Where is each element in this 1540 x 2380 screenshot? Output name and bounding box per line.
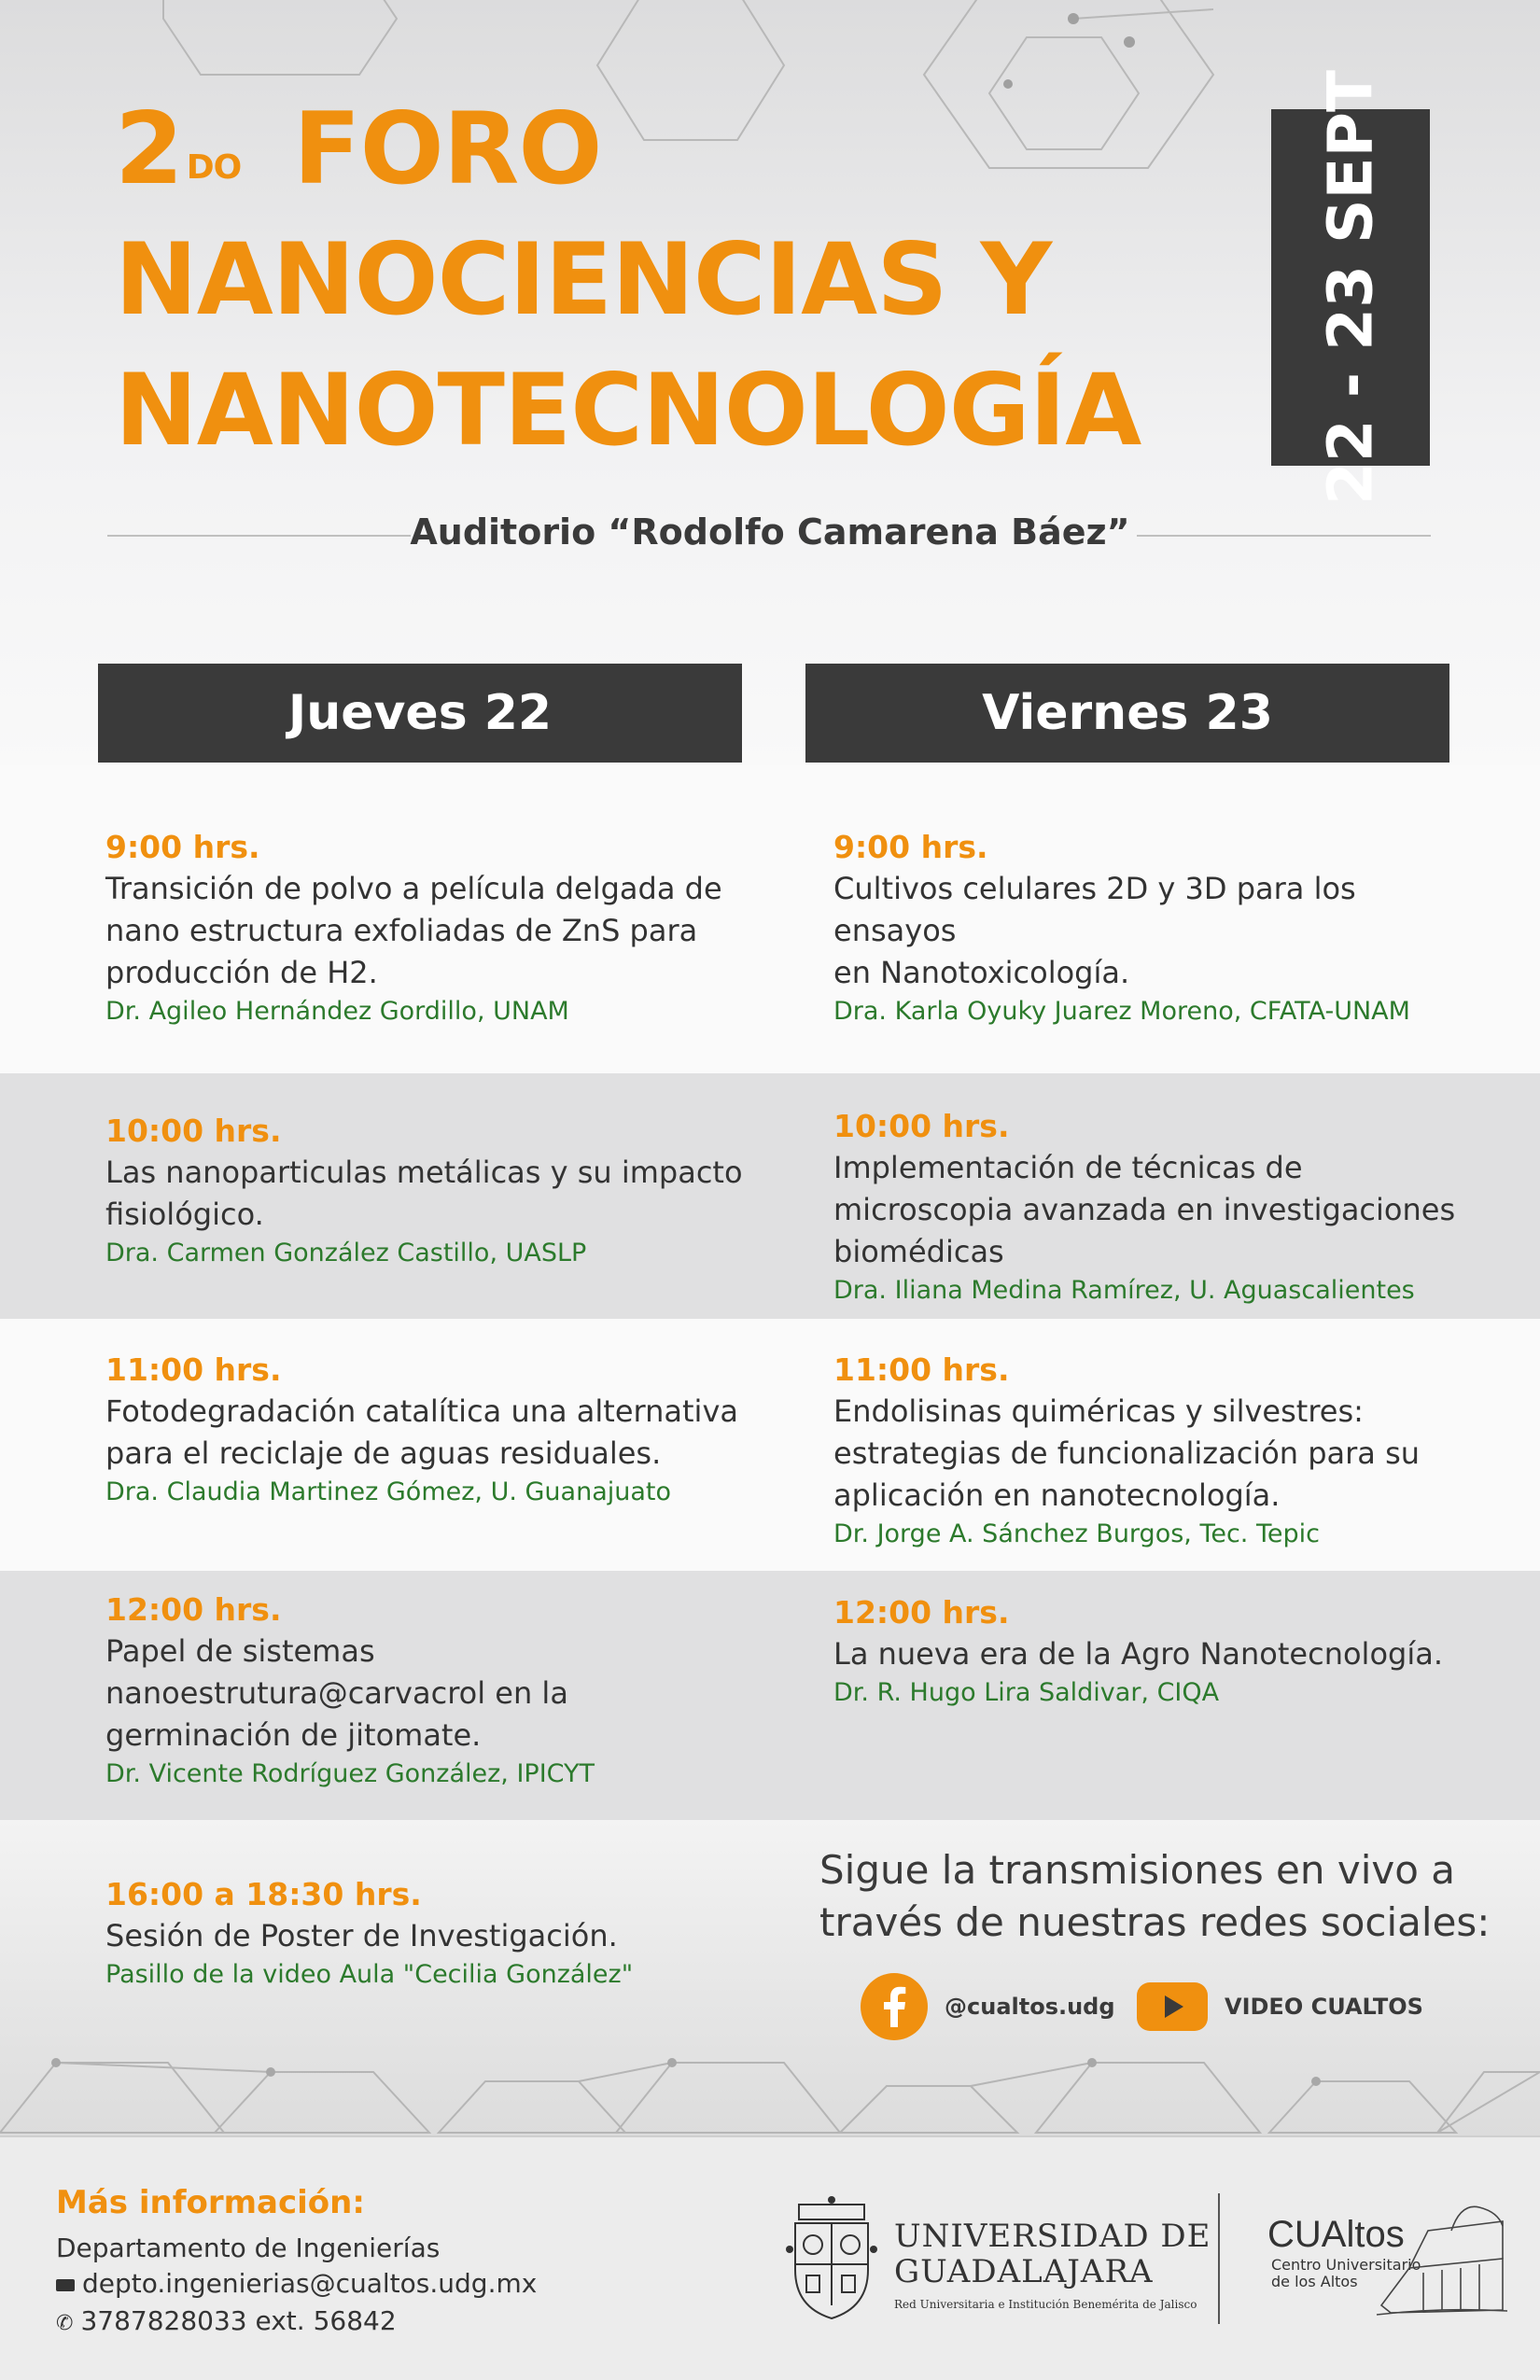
slot-title-line: Fotodegradación catalítica una alternativa <box>105 1393 738 1429</box>
event-dates: 22 - 23 SEPT <box>1314 69 1387 506</box>
slot-title-line: Implementación de técnicas de <box>833 1150 1303 1185</box>
department: Departamento de Ingenierías <box>56 2233 441 2263</box>
slot-fri-4 <box>833 1592 1487 1711</box>
title-line-2: NANOCIENCIAS Y <box>115 222 1052 337</box>
udg-name-line-2: GUADALAJARA <box>894 2253 1154 2290</box>
title-number: 2 <box>115 91 183 206</box>
slot-time: 12:00 hrs. <box>833 1594 1010 1631</box>
slot-speaker: Dr. R. Hugo Lira Saldivar, CIQA <box>833 1678 1220 1707</box>
slot-title-line: Cultivos celulares 2D y 3D para los ensayos <box>833 871 1356 948</box>
facebook-handle[interactable]: @cualtos.udg <box>945 1994 1115 2020</box>
hexagon-decoration-bottom <box>0 2035 1540 2137</box>
info-heading: Más información: <box>56 2184 365 2221</box>
slot-title-line: para el reciclaje de aguas residuales. <box>105 1435 662 1471</box>
slot-title-line: producción de H2. <box>105 955 378 990</box>
cualtos-subtitle-line-2: de los Altos <box>1271 2273 1358 2290</box>
title-suffix: DO <box>186 148 242 187</box>
slot-title-line: estrategias de funcionalización para su <box>833 1435 1421 1471</box>
slot-time: 10:00 hrs. <box>105 1113 282 1149</box>
envelope-icon <box>56 2279 75 2291</box>
slot-title-line: Las nanoparticulas metálicas y su impacto <box>105 1155 743 1190</box>
day-header-friday: Viernes 23 <box>805 664 1449 763</box>
slot-thu-5 <box>105 1874 759 1993</box>
cualtos-logo-text: CUAltos <box>1267 2214 1405 2255</box>
slot-title-line: aplicación en nanotecnología. <box>833 1477 1281 1513</box>
slot-title-line: fisiológico. <box>105 1197 264 1232</box>
slot-title-line: Papel de sistemas <box>105 1633 375 1669</box>
udg-subtitle: Red Universitaria e Institución Benemérita de Jalisco <box>894 2298 1197 2311</box>
slot-fri-2 <box>833 1106 1487 1309</box>
phone-icon: ✆ <box>56 2312 74 2335</box>
slot-title-line: microscopia avanzada en investigaciones <box>833 1192 1456 1227</box>
slot-title-line: Sesión de Poster de Investigación. <box>105 1918 618 1953</box>
cualtos-building-icon <box>1372 2193 1512 2324</box>
slot-speaker: Dr. Agileo Hernández Gordillo, UNAM <box>105 997 569 1026</box>
date-box <box>1271 69 1430 506</box>
slot-title-line: La nueva era de la Agro Nanotecnología. <box>833 1636 1443 1672</box>
slot-speaker: Dra. Carmen González Castillo, UASLP <box>105 1239 587 1267</box>
social-prompt-line-2: través de nuestras redes sociales: <box>819 1899 1491 1945</box>
slot-speaker: Pasillo de la video Aula "Cecilia González" <box>105 1960 634 1989</box>
slot-speaker: Dra. Karla Oyuky Juarez Moreno, CFATA-UNAM <box>833 997 1410 1026</box>
slot-title-line: en Nanotoxicología. <box>833 955 1130 990</box>
slot-fri-3 <box>833 1350 1487 1552</box>
slot-time: 11:00 hrs. <box>833 1351 1010 1388</box>
phone[interactable]: 3787828033 ext. 56842 <box>80 2305 397 2336</box>
slot-speaker: Dra. Iliana Medina Ramírez, U. Aguascalientes <box>833 1276 1415 1305</box>
slot-title-line: Transición de polvo a película delgada de <box>105 871 722 906</box>
udg-name-line-1: UNIVERSIDAD DE <box>894 2218 1211 2255</box>
title-line-3: NANOTECNOLOGÍA <box>115 353 1141 468</box>
udg-name <box>894 2219 1211 2289</box>
phone-row <box>56 2305 397 2336</box>
slot-time: 9:00 hrs. <box>833 829 988 865</box>
cualtos-subtitle-line-1: Centro Universitario <box>1271 2256 1421 2274</box>
email[interactable]: depto.ingenierias@cualtos.udg.mx <box>82 2268 538 2299</box>
social-prompt-line-1: Sigue la transmisiones en vivo a <box>819 1847 1456 1893</box>
slot-time: 11:00 hrs. <box>105 1351 282 1388</box>
slot-thu-3 <box>105 1350 759 1510</box>
slot-time: 9:00 hrs. <box>105 829 260 865</box>
slot-thu-4 <box>105 1589 759 1792</box>
slot-thu-2 <box>105 1111 759 1271</box>
slot-speaker: Dr. Vicente Rodríguez González, IPICYT <box>105 1759 595 1788</box>
slot-title-line: germinación de jitomate. <box>105 1717 482 1753</box>
slot-speaker: Dra. Claudia Martinez Gómez, U. Guanajuato <box>105 1477 672 1506</box>
social-prompt <box>819 1844 1510 1949</box>
slot-fri-1 <box>833 827 1487 1029</box>
youtube-icon[interactable] <box>1137 1982 1208 2031</box>
slot-thu-1 <box>105 827 759 1029</box>
venue: Auditorio “Rodolfo Camarena Báez” <box>410 511 1130 553</box>
logo-divider <box>1218 2193 1220 2324</box>
slot-time: 16:00 a 18:30 hrs. <box>105 1876 422 1912</box>
slot-time: 10:00 hrs. <box>833 1108 1010 1144</box>
slot-title-line: nano estructura exfoliadas de ZnS para <box>105 913 698 948</box>
slot-speaker: Dr. Jorge A. Sánchez Burgos, Tec. Tepic <box>833 1519 1320 1548</box>
title-line-1 <box>115 89 601 210</box>
udg-crest-icon <box>782 2193 880 2324</box>
day-header-thursday: Jueves 22 <box>98 664 742 763</box>
email-row <box>56 2268 537 2299</box>
slot-time: 12:00 hrs. <box>105 1591 282 1628</box>
slot-title-line: Endolisinas quiméricas y silvestres: <box>833 1393 1364 1429</box>
youtube-channel[interactable]: VIDEO CUALTOS <box>1225 1994 1423 2020</box>
slot-title-line: biomédicas <box>833 1234 1004 1269</box>
facebook-icon[interactable] <box>861 1973 928 2040</box>
title-word: FORO <box>293 91 602 206</box>
slot-title-line: nanoestrutura@carvacrol en la <box>105 1675 568 1711</box>
